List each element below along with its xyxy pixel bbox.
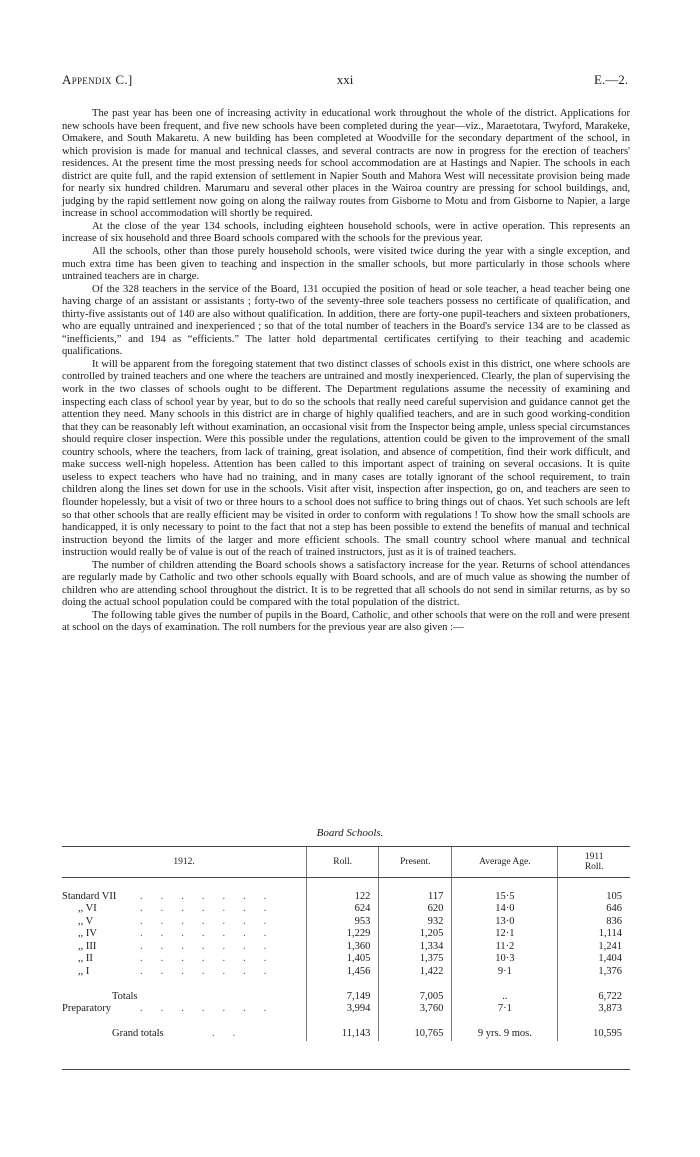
- average-age-cell: 15·5: [452, 891, 558, 904]
- row-label: ,, I: [78, 965, 90, 977]
- table-row: ,, VI ....... 624 620 14·0 646: [62, 903, 630, 916]
- average-age-cell: 10·3: [452, 953, 558, 966]
- page-number: xxi: [336, 72, 354, 87]
- paragraph: The following table gives the number of pupils in the Board, Catholic, and other schools that were on the roll and were present at school on the days of examination. The roll numbers for the previous year are also given :—: [62, 609, 630, 634]
- present-cell: 1,334: [379, 941, 452, 954]
- preparatory-row: Preparatory ....... 3,994 3,760 7·1 3,873: [62, 1003, 630, 1016]
- average-age-cell: 11·2: [452, 941, 558, 954]
- roll-cell: 953: [307, 916, 379, 929]
- present-cell: 1,375: [379, 953, 452, 966]
- present-header: Present.: [379, 847, 452, 878]
- table-row: ,, II ....... 1,405 1,375 10·3 1,404: [62, 953, 630, 966]
- previous-roll-cell: 1,241: [558, 941, 630, 954]
- totals-row: [62, 991, 630, 1004]
- present-cell: 7,005: [379, 991, 452, 1004]
- roll-cell: 11,143: [307, 1028, 379, 1041]
- table-row: ,, V ....... 953 932 13·0 836: [62, 916, 630, 929]
- average-age-header: Average Age.: [452, 847, 558, 878]
- previous-roll-cell: 646: [558, 903, 630, 916]
- table-row: ,, I ....... 1,456 1,422 9·1 1,376: [62, 966, 630, 979]
- paragraph: At the close of the year 134 schools, including eighteen household schools, were in active operation. This represents an increase of six household and three Board schools compared with the schools for the previous year.: [62, 220, 630, 245]
- present-cell: 1,422: [379, 966, 452, 979]
- present-cell: 117: [379, 891, 452, 904]
- row-label: ,, V: [78, 915, 94, 927]
- row-label: ,, II: [78, 953, 93, 964]
- present-cell: 10,765: [379, 1028, 452, 1041]
- roll-cell: 3,994: [307, 1003, 379, 1016]
- average-age-cell: ..: [452, 991, 558, 1004]
- average-age-cell: 12·1: [452, 928, 558, 941]
- paragraph: The number of children attending the Board schools shows a satisfactory increase for the year. Returns of school attendances are regularly made by Catholic and two other schools equally with Board schools, and are of much value as showing the number of children who are attending school throughout the district. It is to be regretted that all schools do not send in similar returns, as by so doing the actual school population could be compared with the total population of the district.: [62, 559, 630, 609]
- roll-header: Roll.: [307, 847, 379, 878]
- average-age-cell: 14·0: [452, 903, 558, 916]
- year-header: 1912.: [62, 847, 307, 878]
- report-body: [62, 108, 630, 635]
- previous-roll-cell: 836: [558, 916, 630, 929]
- grand-totals-row: Grand totals .. 11,143 10,765 9 yrs. 9 mos. 10,595: [62, 1028, 630, 1041]
- roll-cell: 1,229: [307, 928, 379, 941]
- previous-roll-year: 1911: [584, 852, 604, 862]
- roll-cell: 7,149: [307, 991, 379, 1004]
- paragraph: Of the 328 teachers in the service of the Board, 131 occupied the position of head or sole teacher, a head teacher being one having charge of an assistant or assistants ; forty-two of the seventy-three sole teachers possess no certificate of qualification, and thirty-five assistants out of 140 are also without qualification. In addition, there are forty-one pupil-teachers and sixteen probationers, who are equally untrained and inexperienced ; so that of the total number of teachers in the Board's service 134 are to be classed as “inefficients,” and 194 as “efficients.” The latter hold departmental certificates certifying to their teaching and academic qualifications.: [62, 283, 630, 358]
- previous-roll-cell: 1,376: [558, 966, 630, 979]
- roll-cell: 1,405: [307, 953, 379, 966]
- table-header-row: [62, 847, 630, 878]
- paragraph: It will be apparent from the foregoing statement that two distinct classes of schools exist in this district, one where schools are controlled by trained teachers and one where the teachers are untrained and mostly inexperienced. Clearly, the plan of supervising the work in the two classes of schools ought to be different. The Department regulations assume the necessity of examining and inspecting each class of school year by year, but to do so the schools that really need careful supervision and guidance cannot get the attention they need. Many schools in this district are in charge of highly qualified teachers, and are in such good working-condition that they can be reasonably left without examination, an occasional visit from the Inspector being ample, unless special circumstances should require closer inspection. Were this possible under the regulations, attention could be given to the improvement of the small country schools, where the teachers, from lack of training, great isolation, and absence of competition, find their work difficult, and make success well-nigh hopeless. Attention has been called to this important aspect of training on several occasions. It is quite useless to expect teachers who have had no training, and in many cases are totally ignorant of the school requirement, to train children along the lines set down for use in the schools. Visit after visit, inspection after inspection, go on, and teachers are seen to flounder hopelessly, but a visit of two or three hours to a school does not suffice to bring things out of chaos. Yet such schools are left so that other schools that are really efficient may be visited in order to conform with regulations ! To show how the small schools are handicapped, it is only necessary to point to the fact that not a step has been possible to extend the benefits of manual and technical instruction beyond the limits of the larger and more efficient schools. The small country school where manual and technical instruction would really be of value is out of the reach of trained instructors, just as it is of trained teachers.: [62, 358, 630, 559]
- average-age-cell: 9·1: [452, 966, 558, 979]
- table-bottom-rule: [62, 1069, 630, 1070]
- present-cell: 932: [379, 916, 452, 929]
- table-row: ,, IV ....... 1,229 1,205 12·1 1,114: [62, 928, 630, 941]
- average-age-cell: 13·0: [452, 916, 558, 929]
- appendix-label: Appendix C.]: [62, 72, 133, 87]
- roll-cell: 122: [307, 891, 379, 904]
- document-code: E.—2.: [594, 72, 628, 87]
- previous-roll-cell: 3,873: [558, 1003, 630, 1016]
- previous-roll-header: [558, 847, 630, 878]
- present-cell: 1,205: [379, 928, 452, 941]
- row-label: ,, IV: [78, 928, 97, 939]
- previous-roll-cell: 6,722: [558, 991, 630, 1004]
- paragraph: The past year has been one of increasing activity in educational work throughout the whole of the district. Applications for new schools have been frequent, and five new schools have been completed during the year—viz., Maraetotara, Twyford, Marakeke, Omakere, and South Makaretu. A new building has been completed at Woodville for the secondary department of the school, in which provision is made for manual and technical classes, and several contracts are now in progress for the erection of teachers' residences. At the present time the most pressing needs for school accommodation are at Hastings and Napier. The schools in each district are quite full, and the rapid extension of settlement in Napier South and Mahora West will necessitate provision being made for nearly six hundred children. Marumaru and several other places in the Wairoa country are pressing for school buildings, and, judging by the rapid settlement now going on along the railway routes from Gisborne to Motu and from Gisborne to Napier, a large increase in school accommodation will shortly be required.: [62, 108, 630, 220]
- row-label: Preparatory: [62, 1003, 111, 1014]
- average-age-cell: 7·1: [452, 1003, 558, 1016]
- present-cell: 3,760: [379, 1003, 452, 1016]
- previous-roll-cell: 1,404: [558, 953, 630, 966]
- row-label: ,, III: [78, 940, 97, 952]
- average-age-cell: 9 yrs. 9 mos.: [452, 1028, 558, 1041]
- present-cell: 620: [379, 903, 452, 916]
- paragraph: All the schools, other than those purely household schools, were visited twice during the year with a single exception, and much extra time has been given to teaching and inspection in the smaller schools, but more particularly in those schools where untrained teachers are in charge.: [62, 246, 630, 283]
- previous-roll-cell: 1,114: [558, 928, 630, 941]
- previous-roll-label: Roll.: [584, 862, 604, 872]
- previous-roll-cell: 10,595: [558, 1028, 630, 1041]
- table-row: Standard VII ....... 122 117 15·5 105: [62, 891, 630, 904]
- roll-cell: 624: [307, 903, 379, 916]
- row-label: ,, VI: [78, 903, 97, 914]
- previous-roll-cell: 105: [558, 891, 630, 904]
- row-label: Grand totals: [112, 1028, 164, 1039]
- page-header: [62, 72, 628, 92]
- table-caption: Board Schools.: [316, 827, 384, 839]
- board-schools-table: [62, 846, 630, 1041]
- row-label: Totals: [112, 990, 138, 1002]
- roll-cell: 1,360: [307, 941, 379, 954]
- roll-cell: 1,456: [307, 966, 379, 979]
- row-label: Standard VII: [62, 890, 117, 902]
- table-row: ,, III ....... 1,360 1,334 11·2 1,241: [62, 941, 630, 954]
